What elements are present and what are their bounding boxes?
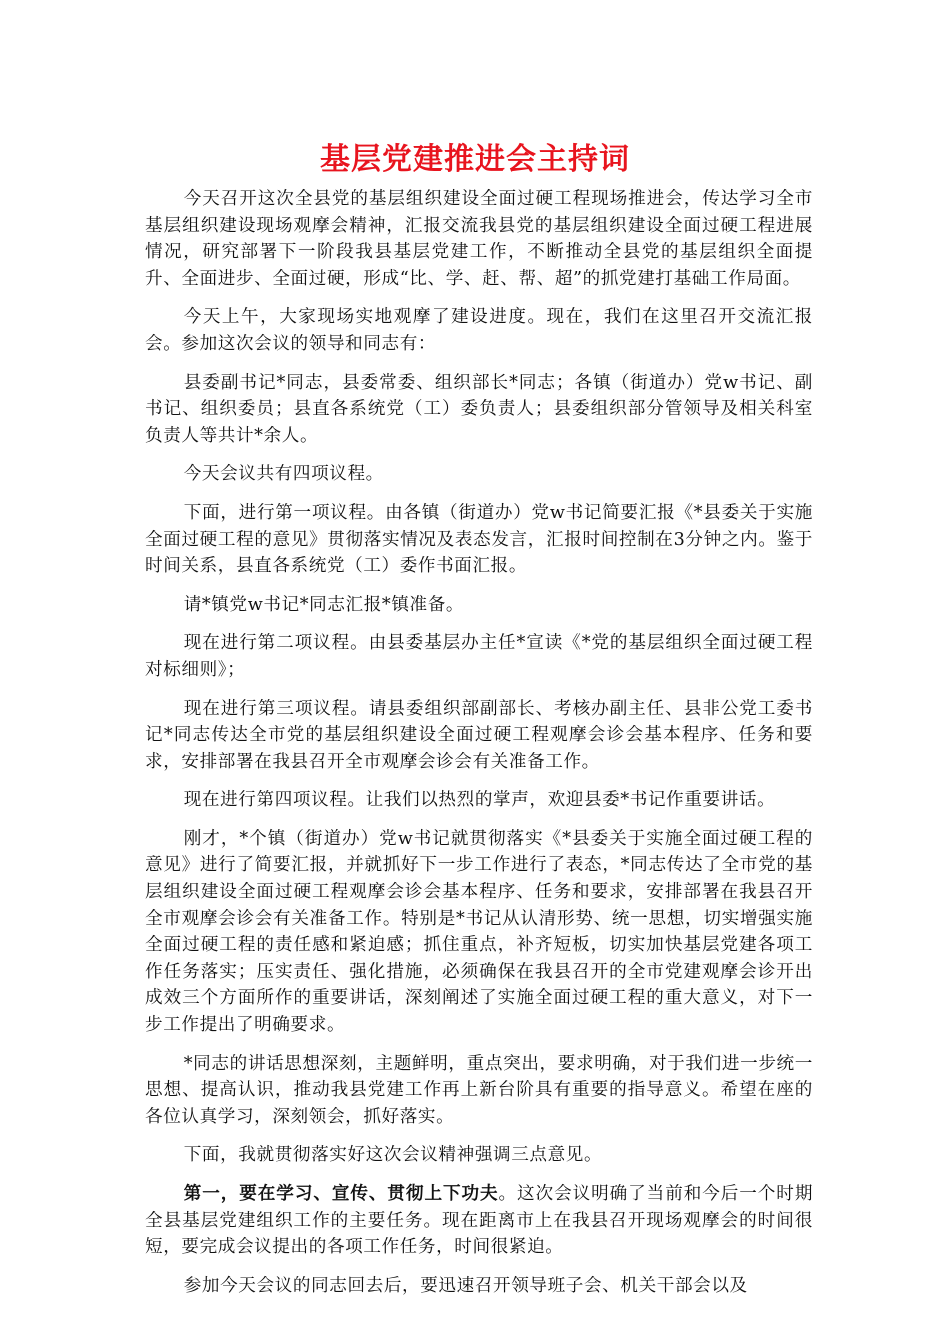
paragraph: 下面，进行第一项议程。由各镇（街道办）党w书记简要汇报《*县委关于实施全面过硬工程的意见》贯彻落实情况及表态发言，汇报时间控制在3分钟之内。鉴于时间关系，县直各系统党（工）委作书面汇报。 xyxy=(145,502,813,577)
paragraph: *同志的讲话思想深刻，主题鲜明，重点突出，要求明确，对于我们进一步统一思想、提高认识，推动我县党建工作再上新台阶具有重要的指导意义。希望在座的各位认真学习，深刻领会，抓好落实。 xyxy=(145,1053,813,1127)
paragraph: 今天上午，大家现场实地观摩了建设进度。现在，我们在这里召开交流汇报会。参加这次会议的领导和同志有： xyxy=(145,307,813,354)
paragraph-text: 。这次会议明确了当前和今后一个时期全县基层党建组织工作的主要任务。现在距离市上在我县召开现场观摩会的时间很短，要完成会议提出的各项工作任务，时间很紧迫。 xyxy=(145,1184,814,1258)
bold-lead-text: 第一，要在学习、宣传、贯彻上下功夫 xyxy=(183,1183,499,1204)
paragraph: 现在进行第四项议程。让我们以热烈的掌声，欢迎县委*书记作重要讲话。 xyxy=(183,790,776,811)
paragraph: 请*镇党w书记*同志汇报*镇准备。 xyxy=(183,594,465,615)
paragraph-with-bold-lead xyxy=(145,1181,813,1261)
paragraph: 现在进行第二项议程。由县委基层办主任*宣读《*党的基层组织全面过硬工程对标细则》； xyxy=(145,633,813,680)
paragraph: 刚才，*个镇（街道办）党w书记就贯彻落实《*县委关于实施全面过硬工程的意见》进行了简要汇报，并就抓好下一步工作进行了表态，*同志传达了全市党的基层组织建设全面过硬工程观摩会诊会基本程序、任务和要求，安排部署在我县召开全市观摩会诊会有关准备工作。特别是*书记从认清形势、统一思想，切实增强实施全面过硬工程的责任感和紧迫感；抓住重点，补齐短板，切实加快基层党建各项工作任务落实；压实责任、强化措施，必须确保在我县召开的全市党建观摩会诊开出成效三个方面所作的重要讲话，深刻阐述了实施全面过硬工程的重大意义，对下一步工作提出了明确要求。 xyxy=(145,828,813,1036)
paragraph: 县委副书记*同志，县委常委、组织部长*同志；各镇（街道办）党w书记、副书记、组织委员；县直各系统党（工）委负责人；县委组织部分管领导及相关科室负责人等共计*余人。 xyxy=(145,372,813,446)
paragraph: 今天会议共有四项议程。 xyxy=(183,464,384,485)
paragraph: 今天召开这次全县党的基层组织建设全面过硬工程现场推进会，传达学习全市基层组织建设现场观摩会精神，汇报交流我县党的基层组织建设全面过硬工程进展情况，研究部署下一阶段我县基层党建工作，不断推动全县党的基层组织全面提升、全面进步、全面过硬，形成“比、学、赶、帮、超”的抓党建打基础工作局面。 xyxy=(145,189,813,289)
document-title: 基层党建推进会主持词 xyxy=(320,142,630,177)
paragraph: 参加今天会议的同志回去后，要迅速召开领导班子会、机关干部会以及 xyxy=(183,1275,748,1296)
paragraph: 下面，我就贯彻落实好这次会议精神强调三点意见。 xyxy=(183,1145,603,1166)
document-body xyxy=(145,186,813,1311)
paragraph: 现在进行第三项议程。请县委组织部副部长、考核办副主任、县非公党工委书记*同志传达全市党的基层组织建设全面过硬工程观摩会诊会基本程序、任务和要求，安排部署在我县召开全市观摩会诊会有关准备工作。 xyxy=(145,698,813,772)
